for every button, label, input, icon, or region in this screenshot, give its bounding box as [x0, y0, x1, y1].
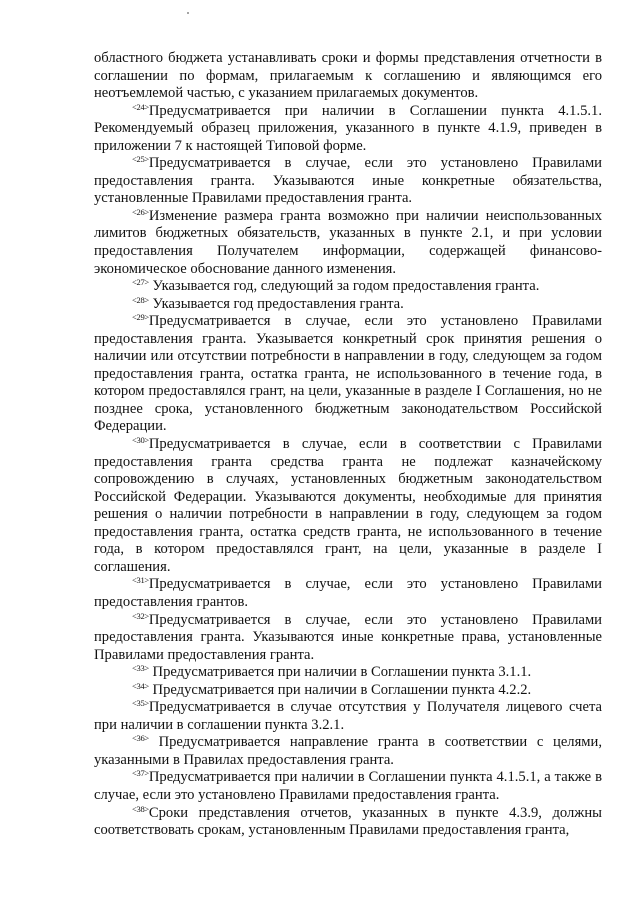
footnote-36 — [94, 734, 602, 769]
footnote-text: Предусматривается в случае, если это установлено Правилами предоставления гранта. Указываются иные конкретные права, установленные Правилами предоставления гранта. — [94, 611, 602, 663]
footnote-26 — [94, 208, 602, 278]
footnote-text: Предусматривается при наличии в Соглашении пункта 4.2.2. — [148, 681, 532, 698]
footnote-28 — [94, 296, 602, 314]
footnote-31 — [94, 576, 602, 611]
footnote-text: Предусматривается в случае отсутствия у Получателя лицевого счета при наличии в соглашении пункта 3.2.1. — [94, 699, 602, 733]
footnote-text: Изменение размера гранта возможно при наличии неиспользованных лимитов бюджетных обязательств, указанных в пункте 2.1, и при условии предоставления Получателем информации, содержащей финансово-экономическое обоснование данного изменения. — [94, 207, 602, 277]
scan-speck — [187, 12, 189, 14]
footnote-marker: <26> — [132, 206, 149, 217]
footnote-29 — [94, 313, 602, 436]
footnote-text: Предусматривается в случае, если это установлено Правилами предоставления гранта. Указываются иные конкретные обязательства, установленные Правилами предоставления гранта. — [94, 155, 602, 207]
footnote-marker: <33> — [132, 663, 149, 674]
footnote-marker: <31> — [132, 575, 149, 586]
footnote-27 — [94, 278, 602, 296]
footnote-34 — [94, 682, 602, 700]
footnote-marker: <27> — [132, 277, 149, 288]
paragraph-continuation — [94, 50, 602, 103]
footnote-text: Предусматривается направление гранта в соответствии с целями, указанными в Правилах предоставления гранта. — [94, 734, 602, 768]
footnote-35 — [94, 699, 602, 734]
footnote-marker: <29> — [132, 312, 149, 323]
footnote-38 — [94, 805, 602, 840]
footnote-text: Сроки представления отчетов, указанных в пункте 4.3.9, должны соответствовать срокам, установленным Правилами предоставления гранта, — [94, 804, 602, 839]
footnote-25 — [94, 155, 602, 208]
footnote-marker: <30> — [132, 435, 149, 446]
footnote-text: Указывается год, следующий за годом предоставления гранта. — [148, 278, 540, 295]
footnote-marker: <32> — [132, 610, 149, 621]
footnote-text: Предусматривается в случае, если в соответствии с Правилами предоставления гранта средства гранта не подлежат казначейскому сопровождению в случаях, установленных бюджетным законодательством Российской Федерации. Указываются документы, необходимые для принятия решения о наличии потребности в направлении в году, следующем за годом предоставления гранта, остатка средств гранта, не использованного в течение года, в котором предоставлялся грант, на цели, указанные в разделе I соглашения. — [94, 436, 602, 575]
footnote-32 — [94, 612, 602, 665]
footnote-marker: <24> — [132, 101, 149, 112]
footnote-marker: <35> — [132, 698, 149, 709]
footnote-marker: <36> — [132, 733, 149, 744]
footnote-text: Предусматривается в случае, если это установлено Правилами предоставления грантов. — [94, 576, 602, 610]
footnote-text: Предусматривается при наличии в Соглашении пункта 4.1.5.1, а также в случае, если это установлено Правилами предоставления гранта. — [94, 769, 602, 803]
paragraph-text: областного бюджета устанавливать сроки и формы представления отчетности в соглашении по формам, прилагаемым к соглашению и являющимся его неотъемлемой частью, с указанием прилагаемых документов. — [94, 50, 602, 102]
footnote-30 — [94, 436, 602, 576]
footnote-marker: <37> — [132, 768, 149, 779]
footnote-marker: <25> — [132, 154, 149, 165]
document-page — [94, 50, 602, 840]
footnote-37 — [94, 769, 602, 804]
footnote-text: Указывается год предоставления гранта. — [148, 295, 404, 312]
footnote-marker: <34> — [132, 680, 149, 691]
footnote-marker: <38> — [132, 803, 149, 814]
footnote-marker: <28> — [132, 294, 149, 305]
footnote-text: Предусматривается при наличии в Соглашении пункта 3.1.1. — [148, 664, 532, 681]
footnote-text: Предусматривается в случае, если это установлено Правилами предоставления гранта. Указывается конкретный срок принятия решения о наличии или отсутствии потребности в направлении в году, следующем за годом предоставления гранта, остатка гранта, не использованного в течение года, в котором предоставлялся грант, на цели, указанные в разделе I Соглашения, но не позднее срока, установленного бюджетным законодательством Российской Федерации. — [94, 313, 602, 435]
footnote-24 — [94, 103, 602, 156]
footnote-text: Предусматривается при наличии в Соглашении пункта 4.1.5.1. Рекомендуемый образец приложения, указанного в пункте 4.1.9, приведен в приложении 7 к настоящей Типовой форме. — [94, 102, 602, 154]
footnote-33 — [94, 664, 602, 682]
